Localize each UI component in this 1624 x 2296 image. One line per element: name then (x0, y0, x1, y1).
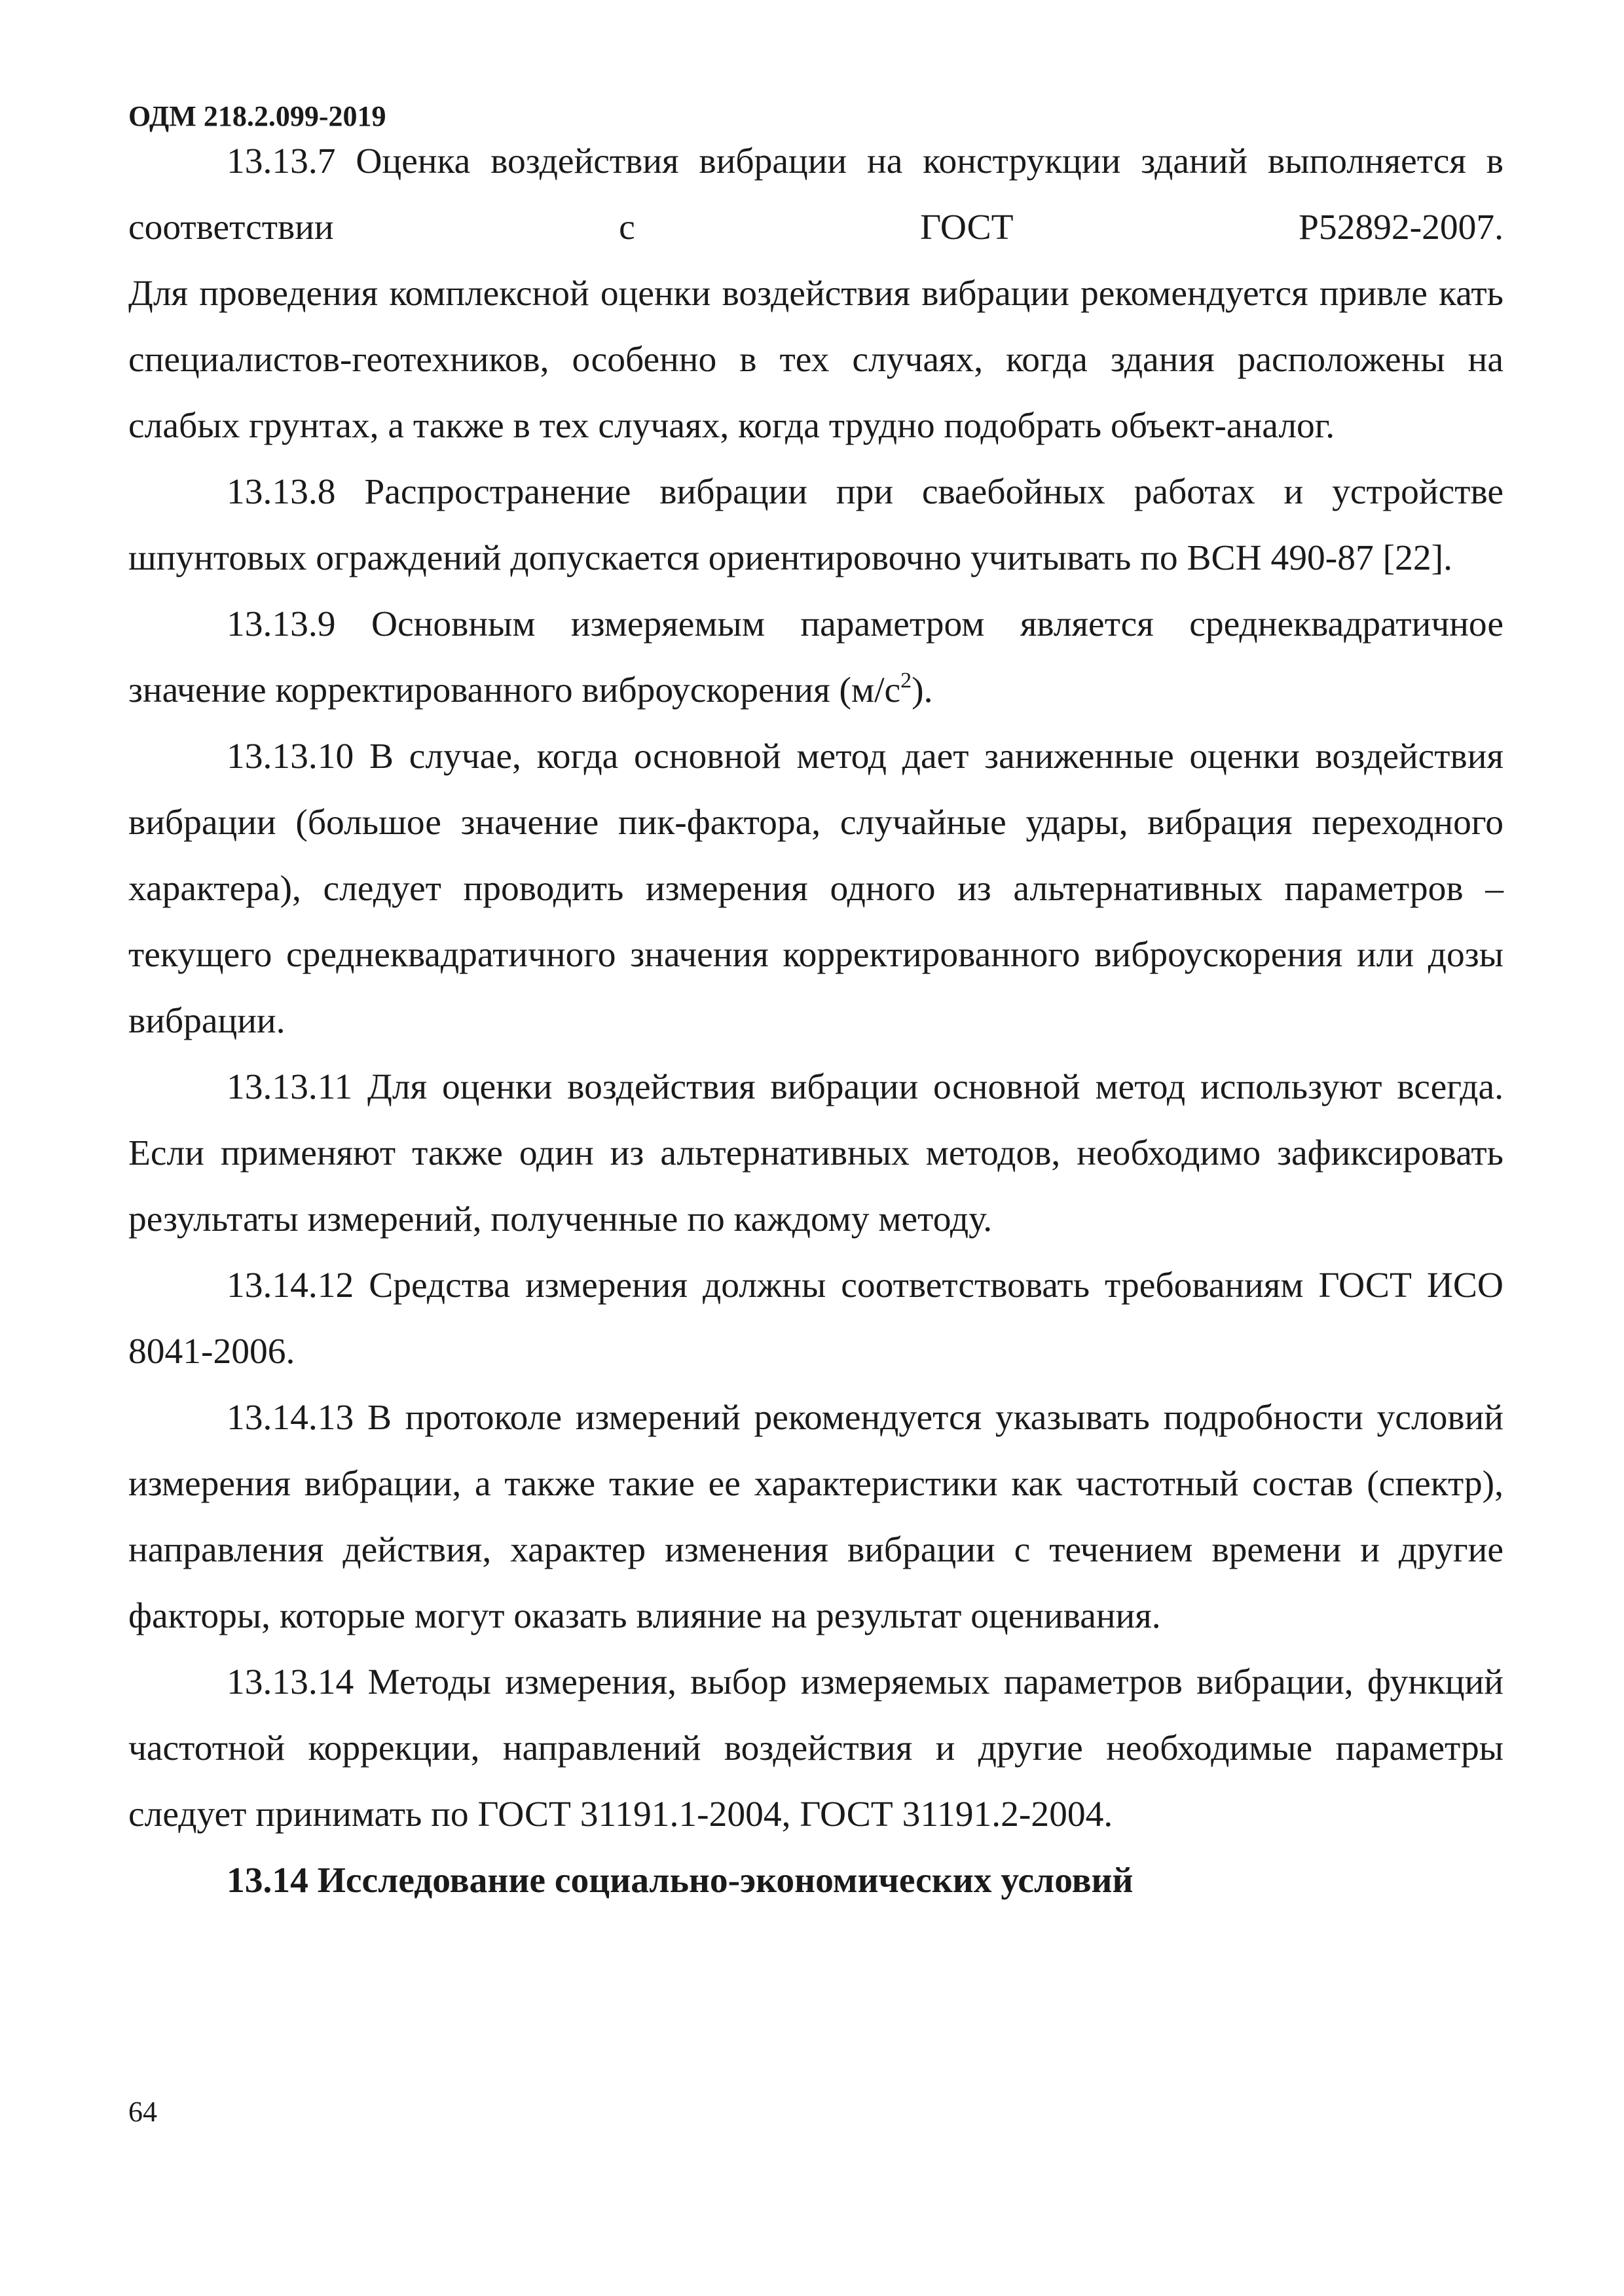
document-body (128, 128, 1504, 1914)
paragraph-13-13-7-second-line: соответствии с ГОСТ Р52892-2007. (128, 208, 1504, 247)
superscript-exponent: 2 (900, 668, 912, 693)
paragraph-13-13-10: 13.13.10 В случае, когда основной метод дает заниженные оценки воздействия вибрации (большое значение пик-фактора, случайные удары, вибрация переходного характера), следует проводить измерения одного из альтернативных параметров – текущего среднеквадратичного значения корректированного виброускорения или дозы вибрации. (128, 737, 1504, 1041)
paragraph-13-13-14: 13.13.14 Методы измерения, выбор измеряемых параметров вибрации, функций частотной коррекции, направлений воздействия и другие необходимые параметры следует принимать по ГОСТ 31191.1-2004, ГОСТ 31191.2-2004. (128, 1662, 1504, 1834)
paragraph-13-13-9-end: ). (912, 670, 933, 710)
paragraph-13-13-7-continuation: Для проведения комплексной оценки воздействия вибрации рекомендуется привле кать специалистов-геотехников, особенно в тех случаях, когда здания расположены на слабых грунтах, а также в тех случаях, когда трудно подобрать объект-аналог. (128, 274, 1504, 446)
paragraph-13-14-13: 13.14.13 В протоколе измерений рекомендуется указывать подробности условий измерения вибрации, а также такие ее характеристики как частотный состав (спектр), направления действия, характер изменения вибрации с течением времени и другие факторы, которые могут оказать влияние на результат оценивания. (128, 1398, 1504, 1636)
section-title: 13.14 Исследование социально-экономических условий (227, 1861, 1134, 1901)
paragraph-13-13-11: 13.13.11 Для оценки воздействия вибрации основной метод используют всегда. Если применяют также один из альтернативных методов, необходимо зафиксировать результаты измерений, полученные по каждому методу. (128, 1067, 1504, 1239)
paragraph-13-13-9-text: 13.13.9 Основным измеряемым параметром является среднеквадратичное значение корректированного виброускорения (м/с (128, 604, 1504, 710)
document-code-header: ОДМ 218.2.099-2019 (128, 100, 386, 132)
paragraph-13-13-7-first-line: 13.13.7 Оценка воздействия вибрации на конструкции зданий выполняется в (227, 141, 1504, 181)
paragraph-13-14-12: 13.14.12 Средства измерения должны соответствовать требованиям ГОСТ ИСО 8041-2006. (128, 1266, 1504, 1372)
page-number: 64 (128, 2096, 157, 2128)
paragraph-13-13-8: 13.13.8 Распространение вибрации при сваебойных работах и устройстве шпунтовых ограждений допускается ориентировочно учитывать по ВСН 490-87 [22]. (128, 472, 1504, 578)
paragraph-13-13-9 (128, 591, 1504, 723)
